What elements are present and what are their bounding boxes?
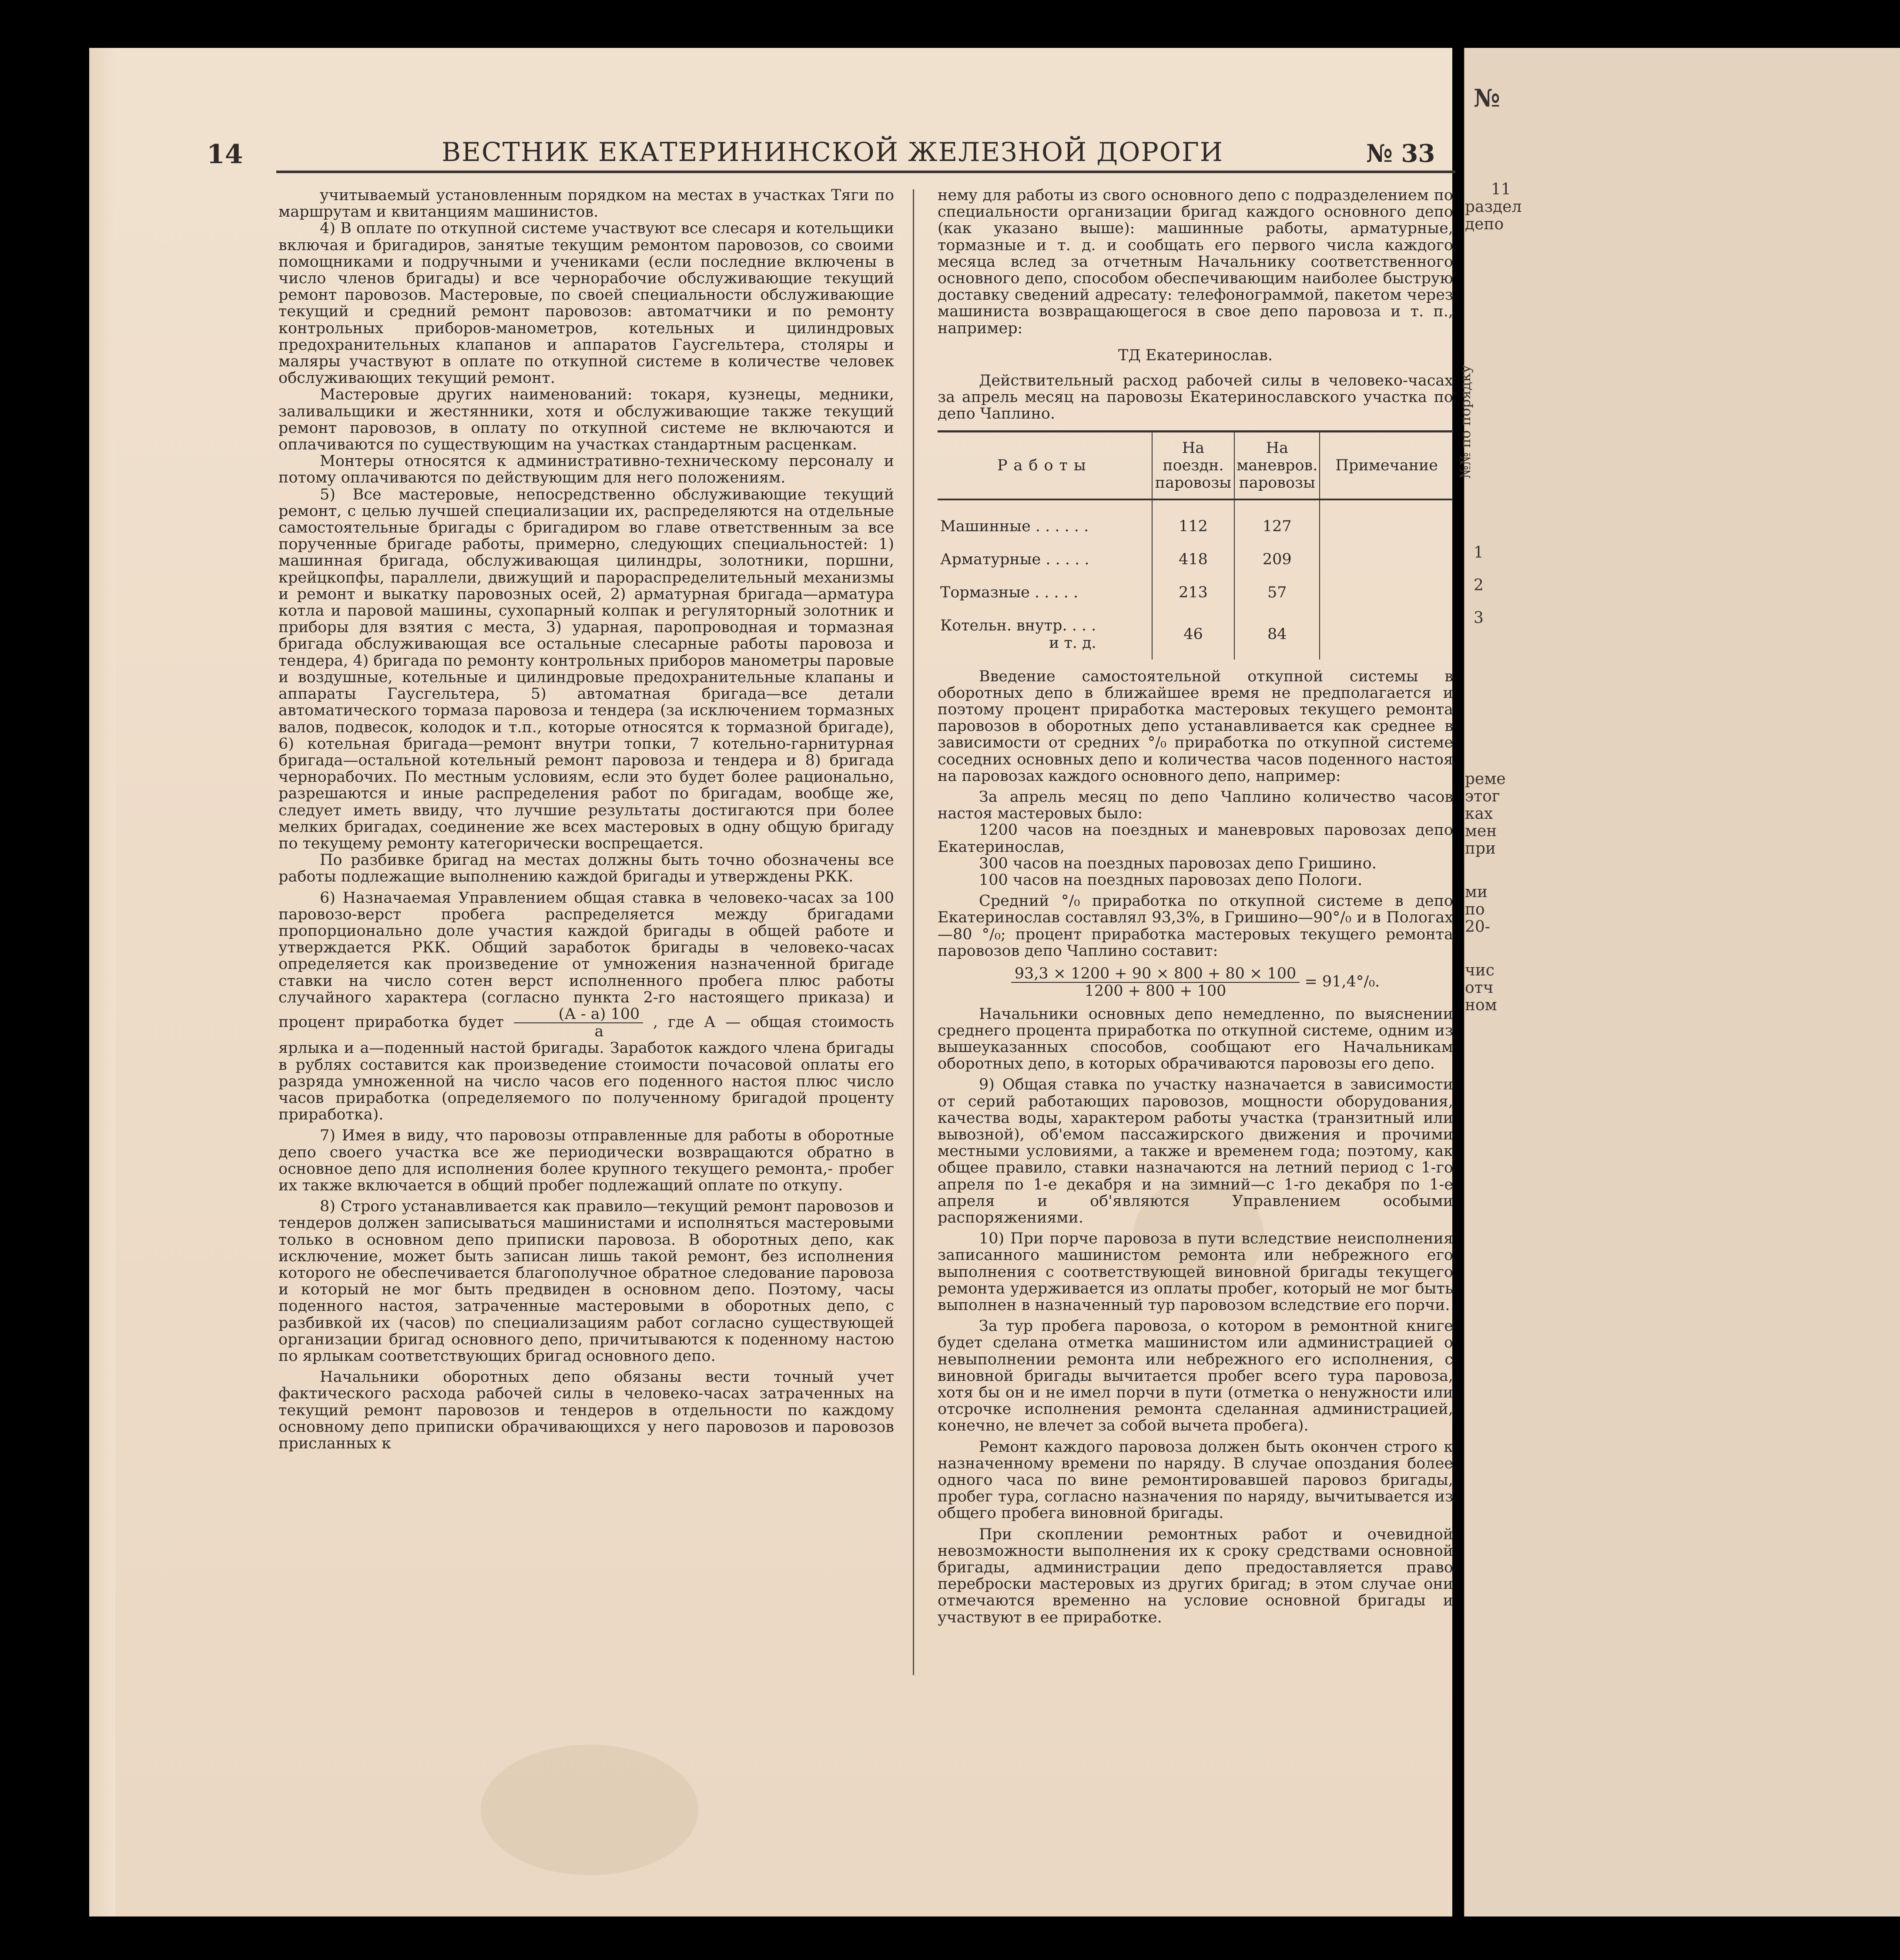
table-row	[938, 543, 1453, 576]
paragraph: Ремонт каждого паровоза должен быть окончен строго к назначенному времени по наряду. В случае опоздания более одного часа по вине ремонтировавшей паровоз бригады, пробег тура, согласно назначения по наряду, вычитывается из общего пробега виновной бригады.	[938, 1438, 1453, 1522]
note	[1320, 543, 1453, 576]
adjacent-text: реме	[1465, 770, 1506, 788]
adjacent-text: депо	[1465, 215, 1504, 233]
adjacent-text: 1	[1474, 544, 1484, 562]
work-name	[938, 609, 1152, 660]
page-number: 14	[207, 139, 243, 170]
page-edge	[89, 48, 115, 1916]
adjacent-text: 11	[1491, 181, 1511, 198]
adjacent-text: отч	[1465, 979, 1494, 997]
adjacent-text: ках	[1465, 805, 1493, 823]
paragraph: 10) При порче паровоза в пути вследствие неисполнения записанного машинистом ремонта или небрежного его выполнения с соответствующей виновной бригады текущего ремонта удерживается из оплаты пробег, который не мог быть выполнен в назначенный тур паровозом вследствие его порчи.	[938, 1230, 1453, 1314]
paragraph: 300 часов на поездных паровозах депо Гришино.	[979, 854, 1377, 872]
paragraph: 8) Строго устанавливается как правило—текущий ремонт паровозов и тендеров должен записываться машинистами и исполняться мастеровыми только в основном депо приписки паровоза. В оборотных депо, как исключение, может быть записан лишь такой ремонт, без исполнения которого не обеспечивается благополучное обратное следование паровоза и который не мог быть предвиден в основном депо. Поэтому, часы поденного настоя, затраченные мастеровыми в оборотных депо, с разбивкой их (часов) по специализациям работ согласно существующей организации бригад основного депо, причитывaются к поденному настою по ярлыкам соответствующих бригад основного депо.	[278, 1198, 894, 1365]
table-row	[938, 576, 1453, 609]
table-caption: Действительный расход рабочей силы в человеко-часах за апрель месяц на паровозы Екатеринославского участка по депо Чаплино.	[938, 372, 1453, 423]
adjacent-text: 2	[1474, 576, 1484, 594]
paragraph: За тур пробега паровоза, о котором в ремонтной книге будет сделана отметка машинистом или администрацией о невыполнении ремонта или небрежного его исполнения, с виновной бригады вычитается пробег всего тура паровоза, хотя бы он и не имел порчи в пути (отметка о ненужности или отсрочке исполнения ремонта сделанная администрацией, конечно, не влечет за собой вычета пробега).	[938, 1317, 1453, 1435]
average-formula	[938, 965, 1453, 999]
table-row	[938, 609, 1453, 660]
paragraph: 5) Все мастеровые, непосредственно обслуживающие текущий ремонт, с целью лучшей специализации их, распределяются на отдельные самостоятельные бригады с бригадиром во главе ответственным за все порученные бригаде работы, примерно, следующих специальностей: 1) машинная бригада, обслуживающая цилиндры, золотники, поршни, крейцкопфы, параллели, движущий и парораспределительный механизмы и ремонт и выкатку паровозных осей, 2) арматурная бригада—арматура котла и паровой машины, сухопарный колпак и регуляторный золотник и приборы для взятия с места, 3) ударная, паропроводная и тормазная бригада обслуживающая все остальные слесарные работы паровоза и тендера, 4) бригада по ремонту контрольных приборов манометры паровые и воздушные, котельные и цилиндровые предохранительные клапаны и аппараты Гаусгельтера, 5) автоматная бригада—все детали автоматического тормаза паровоза и тендера (за исключением тормазных валов, подвесок, колодок и т.п., которые относятся к тормазной бригаде), 6) котельная бригада—ремонт внутри топки, 7 котельно-гарнитурная бригада—остальной котельный ремонт паровоза и тендера и 8) бригада чернорабочих. По местным условиям, если это будет более рационально, разрешаются и иные распределения работ по бригадам, вообще же, следует иметь ввиду, что лучшие результаты достигаются при более мелких бригадах, соединение же всех мастеровых в одну общую бригаду по текущему ремонту категорически воспрещается.	[278, 486, 894, 852]
adjacent-text: 20-	[1465, 918, 1490, 936]
right-column	[938, 187, 1453, 1626]
paragraph: 1200 часов на поездных и маневровых паровозах депо Екатеринослав,	[938, 821, 1453, 856]
shunting-hours: 84	[1234, 609, 1320, 660]
work-name-line: и т. д.	[1049, 634, 1096, 652]
column-header-shunting: На маневров. паровозы	[1234, 431, 1320, 499]
note	[1320, 609, 1453, 660]
paragraph: 9) Общая ставка по участку назначается в зависимости от серий работающих паровозов, мощности оборудования, качества воды, характером работы участка (транзитный или вывозной), об'емом пассажирского движения и прочими местными условиями, а также и временем года; поэтому, как общее правило, ставки назначаются на летний период с 1-го апреля по 1-е декабря и на зимний—с 1-го декабря по 1-е апреля и об'являются Управлением особыми распоряжениями.	[938, 1076, 1453, 1226]
passenger-hours: 418	[1152, 543, 1234, 576]
paragraph: Начальники оборотных депо обязаны вести точный учет фактического расхода рабочей силы в человеко-часах затраченных на текущий ремонт паровозов и тендеров в отдельности по каждому основному депо приписки обрачивающихся у него паровозов и паровозов присланных к	[278, 1368, 894, 1453]
work-name-line: Котельн. внутр. . . .	[940, 616, 1096, 634]
adjacent-text: этог	[1465, 787, 1500, 805]
left-column	[278, 187, 894, 1452]
formula-numerator: 93,3 × 1200 + 90 × 800 + 80 × 100	[1011, 965, 1300, 983]
adjacent-text: чис	[1465, 962, 1495, 979]
adjacent-text: 3	[1474, 609, 1484, 627]
work-name: Тормазные . . . . .	[940, 583, 1079, 601]
labor-table	[938, 430, 1453, 660]
header-rule	[276, 171, 1455, 173]
paragraph: Введение самостоятельной откупной системы в оборотных депо в ближайшее время не предполагается и поэтому процент приработка мастеровых текущего ремонта паровозов в оборотных депо устанавливается как среднее в зависимости от средних °/₀ приработка по откупной системе соседних основных депо и количества часов поденного настоя на паровозах каждого основного депо, например:	[938, 667, 1453, 785]
adjacent-text: раздел	[1465, 198, 1522, 216]
paragraph-text: 6) Назначаемая Управлением общая ставка в человеко-часах за 100 паровозо-верст пробега распределяется между бригадами пропорционально доле участия каждой бригады в общей работе и утверждается РКК. Общий заработок бригады в человеко-часах определяется как произведение от умножения назначенной бригаде ставки на число сотен верст исполненного пробега плюс работы случайного характера (согласно пункта 2-го настоящего приказа) и процент приработка будет	[278, 889, 894, 1031]
paragraph: нему для работы из свого основного депо с подразделением по специальности организации бригад каждого основного депо (как указано выше): машинные работы, арматурные, тормазные и т. д. и сообщать его первого числа каждого месяца вслед за отчетным Начальнику соответственного основного депо, способом обеспечивающим наиболее быструю доставку сведений адресату: телефонограммой, пакетом через машиниста возвращающегося в свое депо паровоза и т. п., например:	[938, 187, 1453, 337]
column-header-passenger: На поездн. паровозы	[1152, 431, 1234, 499]
paragraph: При скоплении ремонтных работ и очевидной невозможности выполнения их к сроку средствами основной бригады, администрации депо предоставляется право переброски мастеровых из других бригад; в этом случае они отмечаются временно на условие основной бригады и участвуют в ее приработке.	[938, 1525, 1453, 1626]
paragraph: За апрель месяц по депо Чаплино количество часов настоя мастеровых было:	[938, 788, 1453, 823]
adjacent-issue: №	[1474, 84, 1500, 113]
paragraph: учитываемый установленным порядком на местах в участках Тяги по маршрутам и квитанциям машинистов.	[278, 187, 894, 221]
paragraph: 7) Имея в виду, что паровозы отправленные для работы в оборотные депо своего участка все же периодически возвращаются обратно в основное депо для исполнения более крупного текущего ремонта,- пробег их также включается в общий пробег подлежащий оплате по откупу.	[278, 1127, 894, 1194]
paragraph: Монтеры относятся к административно-техническому персоналу и потому оплачиваются по действующим для него положениям.	[278, 452, 894, 487]
column-header-works: Работы	[997, 456, 1092, 474]
paragraph: По разбивке бригад на местах должны быть точно обозначены все работы подлежащие выполнению каждой бригады и утверждены РКК.	[278, 851, 894, 886]
shunting-hours: 127	[1234, 499, 1320, 543]
column-divider	[913, 189, 914, 1675]
paragraph	[278, 890, 894, 1123]
shunting-hours: 209	[1234, 543, 1320, 576]
newspaper-page	[89, 48, 1522, 1916]
column-header-note: Примечание	[1320, 431, 1453, 499]
fraction	[1011, 965, 1300, 999]
work-name: Арматурные . . . . .	[940, 550, 1089, 568]
adjacent-text: при	[1465, 840, 1496, 858]
journal-title: ВЕСТНИК ЕКАТЕРИНИНСКОЙ ЖЕЛЕЗНОЙ ДОРОГИ	[442, 137, 1224, 168]
telegram-address: ТД Екатеринослав.	[1118, 346, 1273, 364]
paragraph-text: , где А — общая стоимость ярлыка и а—поденный настой бригады. Заработок каждого члена бригады в рублях составится как произведение стоимости почасовой оплаты его разряда умноженной на число часов его поденного настоя плюс число часов приработка (определяемого по полученному бригадой проценту приработка).	[278, 1013, 894, 1124]
formula-denominator: а	[594, 1023, 604, 1041]
paragraph: Мастеровые других наименований: токаря, кузнецы, медники, заливальщики и жестянники, хотя и обслуживающие также текущий ремонт паровозов, в оплату по откупной системе не включаются и оплачиваются по существующим на участках стандартным расценкам.	[278, 386, 894, 454]
paragraph: Начальники основных депо немедленно, по выяснении среднего процента приработка по откупной системе, одним из вышеуказанных способов, сообщают его Начальникам оборотных депо, в которых обрачиваются паровозы его депо.	[938, 1005, 1453, 1073]
formula-numerator: (А - а) 100	[514, 1006, 643, 1023]
adjacent-text: ми	[1465, 883, 1488, 901]
paper-stain	[481, 1745, 698, 1875]
paragraph: 4) В оплате по откупной системе участвуют все слесаря и котельщики включая и бригадиров, занятые текущим ремонтом паровозов, со своими помощниками и подручными и учениками (если последние включены в число членов бригады) и все чернорабочие обслуживающие текущий ремонт паровозов. Мастеровые, по своей специальности обслуживающие текущий и средний ремонт паровозов: автоматчики и по ремонту контрольных приборов-манометров, котельных и цилиндровых предохранительных клапанов и аппаратов Гаусгельтера, столяры и маляры участвуют в оплате по откупной системе в количестве человек обслуживающих текущий ремонт.	[278, 220, 894, 387]
shunting-hours: 57	[1234, 576, 1320, 609]
adjacent-text: мен	[1465, 822, 1497, 840]
paragraph: 100 часов на поездных паровозах депо Пологи.	[979, 871, 1363, 889]
table-row	[938, 499, 1453, 543]
note	[1320, 576, 1453, 609]
adjacent-text: ном	[1465, 996, 1497, 1014]
passenger-hours: 46	[1152, 609, 1234, 660]
adjacent-text: по	[1465, 901, 1485, 918]
issue-number: № 33	[1366, 139, 1435, 168]
formula-denominator: 1200 + 800 + 100	[1084, 982, 1226, 1000]
passenger-hours: 213	[1152, 576, 1234, 609]
adjacent-table-label: №№ по порядку	[1457, 365, 1474, 479]
note	[1320, 499, 1453, 543]
passenger-hours: 112	[1152, 499, 1234, 543]
adjacent-page-fragment	[1457, 48, 1900, 1916]
paragraph: Средний °/₀ приработка по откупной системе в депо Екатеринослав составлял 93,3%, в Гришино—90°/₀ и в Пологах—80 °/₀; процент приработка мастеровых текущего ремонта паровозов депо Чаплино составит:	[938, 892, 1453, 960]
percent-formula	[514, 1006, 643, 1040]
work-name: Машинные . . . . . .	[940, 517, 1089, 535]
formula-result: = 91,4°/₀.	[1304, 973, 1380, 991]
